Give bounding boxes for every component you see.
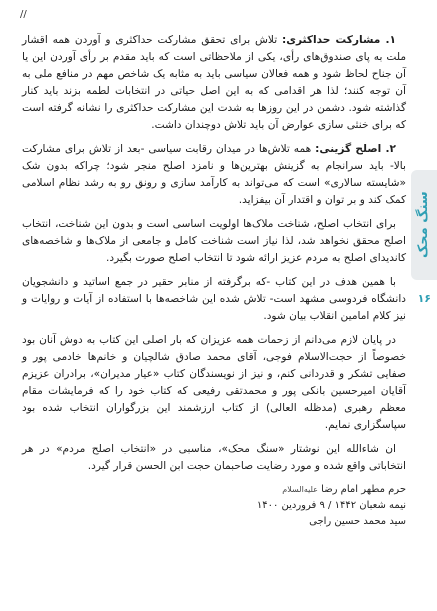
paragraph-6-text: ان شاءالله این نوشتار «سنگ محک»، مناسبی در «انتخاب اصلح مردم» در هر انتخاباتی واقع شده و مورد رضایت صاحبمان حجت ابن الحسن قرار گیرد. [22,443,406,472]
signature-block [22,482,406,530]
paragraph-1 [22,32,406,134]
signature-author: سید محمد حسین راجی [309,516,406,527]
signature-place-text: حرم مطهر امام رضا [321,484,406,495]
paragraph-1-text: تلاش برای تحقق مشارکت حداکثری و آوردن همه اقشار ملت به پای صندوق‌های رأی، یکی از ملاحظاتی است که باید مقدم بر رأی آوردن این یا آن جناح لحاظ شود و همه فعالان سیاسی باید به مثابه یک شاخص مهم در منافع ملی به آن توجه کنند؛ لذا هر اقدامی که به این اصل حیاتی در انتخابات لطمه بزند باید کنار گذاشته شود. دشمن در این روزها به شدت این مشارکت حداکثری را نشانه گرفته است که برای خنثی سازی عوارض آن باید تلاش دوچندان داشت. [22,34,406,131]
paragraph-5 [22,332,406,434]
paragraph-3-text: برای انتخاب اصلح، شناخت ملاک‌ها اولویت اساسی است و بدون این شناخت، انتخاب اصلح محقق نخواهد شد، لذا نیاز است شناخت کامل و جامعی از ملاک‌ها و شاخصه‌های کاندیدای اصلح به مردم عزیز ارائه شود تا انتخاب اصلح صورت بگیرد. [22,218,406,264]
paragraph-4-text: با همین هدف در این کتاب -که برگرفته از منابر حقیر در جمع اساتید و دانشجویان دانشگاه فردوسی مشهد است- تلاش شده این شاخصه‌ها با استفاده از آیات و روایات و نیز کلام امامین انقلاب بیان شود. [22,276,406,322]
signature-honorific: علیه‌السلام [282,485,318,494]
paragraph-5-text: در پایان لازم می‌دانم از زحمات همه عزیزان که بار اصلی این کتاب به دوش آنان بود خصوصاً از حجت‌الاسلام فوجی، آقای محمد صادق شالچیان و خانم‌ها خادمی پور و صفایی تشکر و قدردانی کنم، و نیز از نویسندگان کتاب «عیار مدیران»، برادران عزیزم آقایان امیرحسین بانکی پور و محمدتقی رفیعی که کتاب خود را که فرمایشات مقام معظم رهبری (مدظله العالی) از کتاب ارزشمند این بزرگواران انتخاب شده بود سپاسگزاری نمایم. [22,334,406,431]
signature-date: نیمه شعبان ۱۴۴۲ / ۹ فروردین ۱۴۰۰ [256,500,406,511]
page-marker: // [20,9,27,20]
paragraph-1-heading: ۱. مشارکت حداکثری: [282,34,396,46]
page-number: ۱۶ [417,292,431,305]
paragraph-4 [22,274,406,325]
paragraph-2-text: همه تلاش‌ها در میدان رقابت سیاسی -بعد از تلاش برای مشارکت بالا- باید سرانجام به گزینش بهترین‌ها و نامزد اصلح منجر شود؛ چراکه بدون شک «شایسته سالاری» است که می‌تواند به کارآمد سازی و رونق رو به رشد نظام اسلامی کمک کند و بر توان و اقتدار آن بیفزاید. [22,143,406,206]
book-title-label: سنگ محک [416,191,431,259]
paragraph-2-heading: ۲. اصلح گزینی: [315,143,396,155]
paragraph-3 [22,216,406,267]
page-body [22,32,406,530]
book-title-tab [411,170,437,280]
signature-place [22,482,406,498]
paragraph-2 [22,141,406,209]
paragraph-6 [22,441,406,475]
